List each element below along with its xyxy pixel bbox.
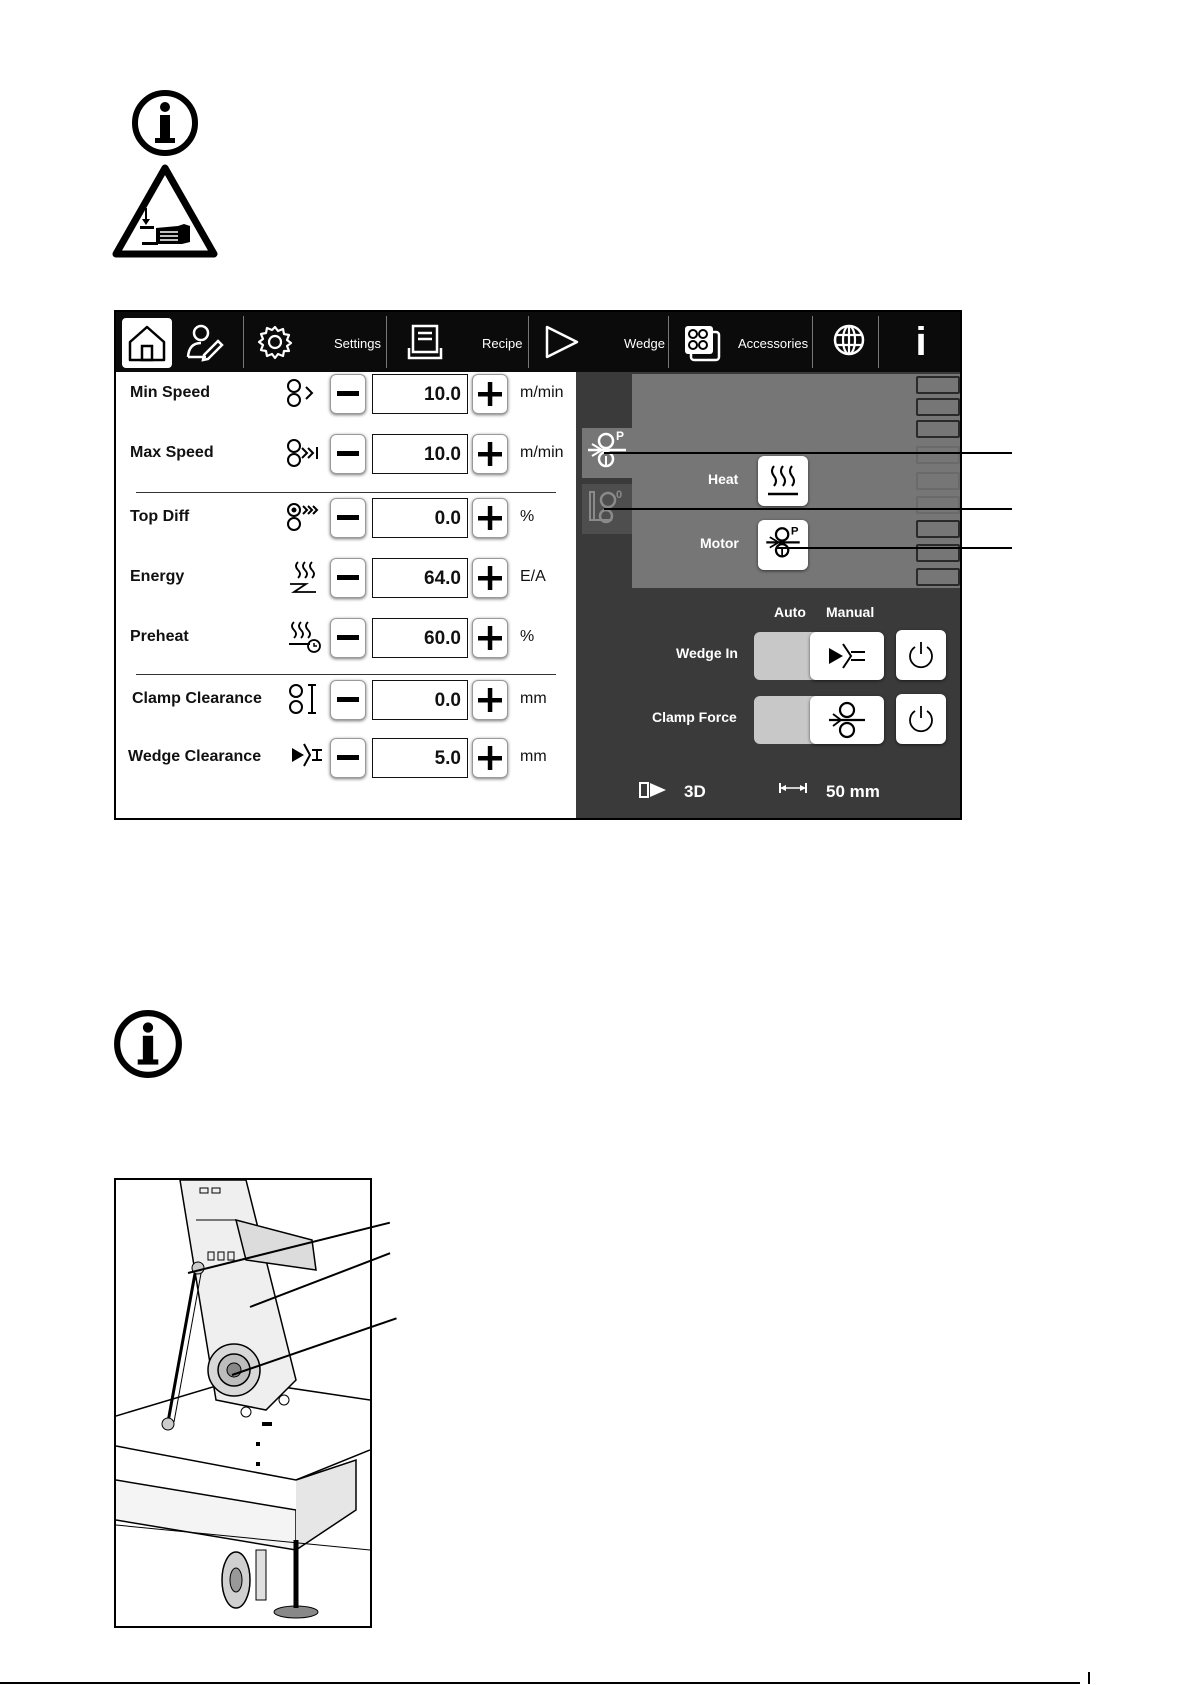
- wedge-play-icon: [541, 322, 581, 362]
- energy-icon: [286, 558, 324, 596]
- plus-icon: [478, 688, 502, 712]
- value-field[interactable]: 10.0: [372, 434, 468, 474]
- value-field[interactable]: 0.0: [372, 498, 468, 538]
- wedge-in-label: Wedge In: [676, 645, 738, 661]
- info-button-label: i: [915, 319, 927, 364]
- hand-crush-warning-icon: [112, 164, 218, 263]
- gear-icon: [256, 323, 294, 361]
- clamp-force-label: Clamp Force: [652, 709, 737, 725]
- unit-label: E/A: [520, 568, 546, 585]
- top-diff-icon: [286, 502, 324, 532]
- param-label: Max Speed: [130, 444, 214, 461]
- footer-mark: [1088, 1672, 1090, 1684]
- toggle-knob: [810, 632, 884, 680]
- home-icon: [122, 318, 172, 368]
- unit-label: %: [520, 628, 535, 645]
- info-icon: [130, 88, 200, 158]
- heat-label: Heat: [708, 471, 739, 487]
- manual-label: Manual: [826, 604, 875, 620]
- wedge-arm-drawing: [116, 1180, 370, 1626]
- svg-text:P: P: [790, 525, 799, 538]
- wedge-in-toggle[interactable]: [754, 632, 884, 680]
- minus-icon: [337, 635, 359, 641]
- wedge-type-icon: [638, 780, 670, 800]
- auto-label: Auto: [774, 604, 806, 620]
- minus-icon: [337, 515, 359, 521]
- param-label: Preheat: [130, 628, 189, 645]
- value-field[interactable]: 64.0: [372, 558, 468, 598]
- user-edit-icon: [184, 321, 226, 363]
- toolbar-separator: [386, 316, 387, 368]
- footer-rule: [0, 1682, 1080, 1684]
- toolbar-separator: [528, 316, 529, 368]
- increment-button[interactable]: [472, 738, 508, 778]
- width-icon: [778, 780, 808, 796]
- parameter-panel: [116, 372, 576, 818]
- divider: [136, 674, 556, 675]
- leader-line: [604, 452, 1012, 454]
- indicator-slot: [916, 376, 960, 394]
- accessories-icon: [681, 322, 721, 362]
- decrement-button[interactable]: [330, 434, 366, 474]
- param-label: Clamp Clearance: [132, 690, 262, 707]
- plus-icon: [478, 506, 502, 530]
- leader-line: [776, 547, 1012, 549]
- indicator-slot: [916, 420, 960, 438]
- motor-pressure-icon: [761, 523, 805, 567]
- unit-label: m/min: [520, 384, 564, 401]
- plus-icon: [478, 626, 502, 650]
- wedge-in-icon: [825, 638, 869, 674]
- machine-screen: [114, 310, 962, 820]
- indicator-slot: [916, 496, 960, 514]
- globe-icon: [829, 322, 869, 362]
- top-toolbar: [116, 312, 960, 372]
- unit-label: m/min: [520, 444, 564, 461]
- user-edit-button[interactable]: [180, 314, 230, 370]
- settings-button[interactable]: [250, 314, 300, 370]
- decrement-button[interactable]: [330, 374, 366, 414]
- wedge-button[interactable]: [536, 314, 586, 370]
- recipe-button[interactable]: [400, 314, 450, 370]
- plus-icon: [478, 382, 502, 406]
- settings-label: Settings: [334, 336, 381, 351]
- wedge-type-value: 3D: [684, 782, 706, 801]
- decrement-button[interactable]: [330, 498, 366, 538]
- power-icon: [905, 703, 937, 735]
- minus-icon: [337, 391, 359, 397]
- plus-icon: [478, 442, 502, 466]
- accessories-label: Accessories: [738, 336, 809, 351]
- heat-icon: [763, 461, 803, 501]
- svg-text:0: 0: [616, 489, 623, 501]
- motor-label: Motor: [700, 535, 739, 551]
- plus-icon: [478, 566, 502, 590]
- value-field[interactable]: 60.0: [372, 618, 468, 658]
- home-button[interactable]: [122, 318, 172, 368]
- toolbar-separator: [812, 316, 813, 368]
- toolbar-separator: [243, 316, 244, 368]
- param-label: Top Diff: [130, 508, 190, 525]
- indicator-slot: [916, 398, 960, 416]
- indicator-slot: [916, 520, 960, 538]
- motor-button[interactable]: [758, 520, 808, 570]
- info-icon: [112, 1008, 184, 1080]
- unit-label: mm: [520, 748, 547, 765]
- minus-icon: [337, 451, 359, 457]
- decrement-button[interactable]: [330, 680, 366, 720]
- param-label: Energy: [130, 568, 185, 585]
- unit-label: %: [520, 508, 535, 525]
- heat-button[interactable]: [758, 456, 808, 506]
- increment-button[interactable]: [472, 498, 508, 538]
- leader-line: [604, 508, 1012, 510]
- info-button[interactable]: [886, 314, 956, 370]
- divider: [136, 492, 556, 493]
- decrement-button[interactable]: [330, 738, 366, 778]
- wedge-in-power-button[interactable]: [896, 630, 946, 680]
- toolbar-separator: [878, 316, 879, 368]
- clamp-force-toggle[interactable]: [754, 696, 884, 744]
- accessories-button[interactable]: [676, 314, 726, 370]
- value-field[interactable]: 5.0: [372, 738, 468, 778]
- language-button[interactable]: [824, 314, 874, 370]
- decrement-button[interactable]: [330, 618, 366, 658]
- decrement-button[interactable]: [330, 558, 366, 598]
- minus-icon: [337, 755, 359, 761]
- increment-button[interactable]: [472, 374, 508, 414]
- plus-icon: [478, 746, 502, 770]
- value-field[interactable]: 0.0: [372, 680, 468, 720]
- clamp-clearance-icon: [288, 684, 326, 714]
- param-label: Min Speed: [130, 384, 211, 401]
- clamp-force-icon: [825, 700, 869, 740]
- param-label: Wedge Clearance: [128, 748, 262, 765]
- increment-button[interactable]: [472, 618, 508, 658]
- indicator-slot: [916, 568, 960, 586]
- toggle-knob: [810, 696, 884, 744]
- increment-button[interactable]: [472, 680, 508, 720]
- control-panel: [576, 372, 960, 818]
- increment-button[interactable]: [472, 558, 508, 598]
- max-speed-icon: [286, 438, 324, 468]
- svg-text:P: P: [616, 429, 625, 443]
- indicator-slot: [916, 446, 960, 464]
- indicator-slot: [916, 472, 960, 490]
- toolbar-separator: [668, 316, 669, 368]
- wedge-clearance-icon: [290, 740, 328, 770]
- width-value: 50 mm: [826, 782, 880, 801]
- wedge-label: Wedge: [624, 336, 665, 351]
- power-icon: [905, 639, 937, 671]
- unit-label: mm: [520, 690, 547, 707]
- increment-button[interactable]: [472, 434, 508, 474]
- minus-icon: [337, 697, 359, 703]
- machine-illustration: [114, 1178, 372, 1628]
- value-field[interactable]: 10.0: [372, 374, 468, 414]
- recipe-icon: [407, 322, 443, 362]
- minus-icon: [337, 575, 359, 581]
- preheat-icon: [286, 618, 324, 656]
- min-speed-icon: [286, 378, 324, 408]
- recipe-label: Recipe: [482, 336, 523, 351]
- clamp-force-power-button[interactable]: [896, 694, 946, 744]
